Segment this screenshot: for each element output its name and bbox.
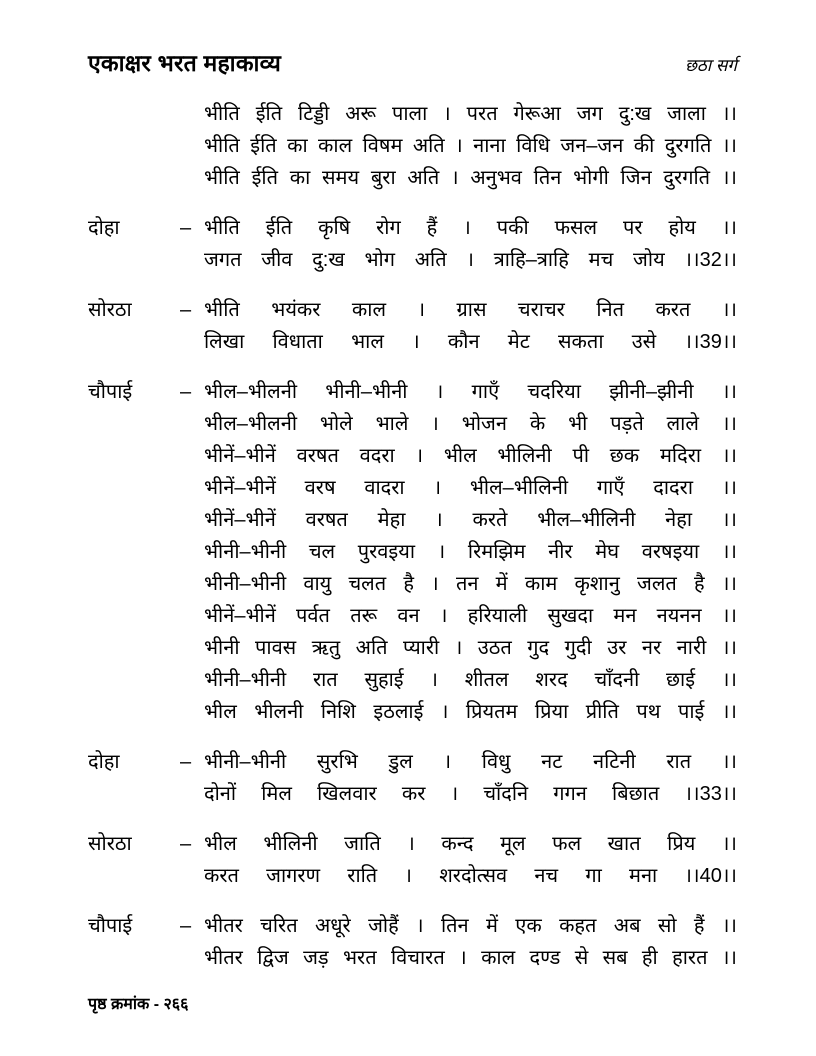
verse-line-text: भील–भीलनी भोले भाले । भोजन के भी पड़ते लाले ।।	[204, 413, 737, 435]
verse-line-text: भीनी–भीनी वायु चलत है । तन में काम कृशानु जलत है ।।	[204, 573, 737, 595]
dash-mark	[180, 98, 204, 130]
verse-line	[180, 408, 737, 440]
verse-line	[180, 504, 737, 536]
verse-line	[180, 778, 737, 810]
verse-line-text: भील भीलिनी जाति । कन्द मूल फल खात प्रिय ।।	[204, 833, 737, 855]
verse-line-text: भीति ईति का काल विषम अति । नाना विधि जन–जन की दुरगति ।।	[204, 135, 737, 157]
stanza-type-label: चौपाई	[88, 381, 133, 403]
verse-line	[180, 162, 737, 194]
verse-line	[180, 212, 737, 244]
stanza	[88, 212, 737, 276]
verse-line-text: भीनी–भीनी चल पुरवइया । रिमझिम नीर मेघ वरषइया ।।	[204, 541, 737, 563]
verse-line	[180, 536, 737, 568]
stanza	[88, 828, 737, 892]
dash-mark	[180, 600, 204, 632]
verse-line-text: दोनों मिल खिलवार कर । चाँदनि गगन बिछात ।।33।।	[204, 783, 737, 805]
verse-line-text: भीनें–भीनें पर्वत तरू वन । हरियाली सुखदा मन नयनन ।।	[204, 605, 737, 627]
stanza	[88, 294, 737, 358]
verse-line	[180, 828, 737, 860]
verse-line-text: भीतर द्विज जड़ भरत विचारत । काल दण्ड से सब ही हारत ।।	[204, 947, 737, 969]
verse-area	[88, 98, 737, 974]
verse-line-text: भीति ईति का समय बुरा अति । अनुभव तिन भोगी जिन दुरगति ।।	[204, 167, 737, 189]
verse-line	[180, 440, 737, 472]
stanza-type-label: चौपाई	[88, 915, 133, 937]
dash-mark	[180, 536, 204, 568]
verse-line	[180, 600, 737, 632]
verse-line-text: जगत जीव दु:ख भोग अति । त्राहि–त्राहि मच जोय ।।32।।	[204, 249, 737, 271]
verse-line	[180, 568, 737, 600]
stanza	[88, 98, 737, 194]
dash-mark	[180, 696, 204, 728]
verse-line	[180, 376, 737, 408]
verse-line	[180, 98, 737, 130]
verse-line-text: भीतर चरित अधूरे जोहैं । तिन में एक कहत अब सो हैं ।।	[204, 915, 737, 937]
verse-line-text: भीति ईति टिड्डी अरू पाला । परत गेरूआ जग दु:ख जाला ।।	[204, 103, 737, 125]
stanza-type-label	[88, 98, 180, 194]
stanza	[88, 376, 737, 728]
dash-mark	[180, 568, 204, 600]
stanza-type-label: सोरठा	[88, 833, 132, 855]
dash-mark	[180, 326, 204, 358]
page-header	[88, 46, 737, 78]
dash-mark	[180, 632, 204, 664]
dash-mark	[180, 130, 204, 162]
verse-line	[180, 472, 737, 504]
verse-line	[180, 696, 737, 728]
verse-line-text: भीति ईति कृषि रोग हैं । पकी फसल पर होय ।।	[204, 217, 737, 239]
verse-line-text: भीनी पावस ऋतु अति प्यारी । उठत गुद गुदी उर नर नारी ।।	[204, 637, 737, 659]
verse-line-text: भीनी–भीनी सुरभि डुल । विधु नट नटिनी रात ।।	[204, 751, 737, 773]
dash-mark: –	[180, 299, 192, 321]
dash-mark	[180, 244, 204, 276]
dash-mark	[180, 408, 204, 440]
verse-line	[180, 130, 737, 162]
verse-line	[180, 664, 737, 696]
page-number-label: पृष्ठ क्रमांक - २६६	[88, 996, 189, 1013]
dash-mark: –	[180, 381, 192, 403]
dash-mark: –	[180, 751, 192, 773]
dash-mark	[180, 778, 204, 810]
stanza-type-label: दोहा	[88, 751, 120, 773]
verse-line	[180, 326, 737, 358]
dash-mark	[180, 942, 204, 974]
verse-line-text: भील भीलनी निशि इठलाई । प्रियतम प्रिया प्रीति पथ पाई ।।	[204, 701, 737, 723]
verse-line	[180, 942, 737, 974]
dash-mark	[180, 472, 204, 504]
dash-mark	[180, 860, 204, 892]
stanza	[88, 746, 737, 810]
verse-line-text: भीनी–भीनी रात सुहाई । शीतल शरद चाँदनी छाई ।।	[204, 669, 737, 691]
verse-line-text: भीनें–भीनें वरषत वदरा । भील भीलिनी पी छक मदिरा ।।	[204, 445, 737, 467]
dash-mark	[180, 664, 204, 696]
dash-mark: –	[180, 915, 192, 937]
verse-line	[180, 632, 737, 664]
dash-mark	[180, 504, 204, 536]
dash-mark: –	[180, 833, 192, 855]
stanza	[88, 910, 737, 974]
verse-line-text: भील–भीलनी भीनी–भीनी । गाएँ चदरिया झीनी–झीनी ।।	[204, 381, 737, 403]
dash-mark	[180, 440, 204, 472]
chapter-name: छठा सर्ग	[685, 56, 737, 75]
verse-line	[180, 244, 737, 276]
dash-mark	[180, 162, 204, 194]
verse-line	[180, 910, 737, 942]
verse-line	[180, 746, 737, 778]
verse-line-text: भीनें–भीनें वरषत मेहा । करते भील–भीलिनी नेहा ।।	[204, 509, 737, 531]
stanza-type-label: दोहा	[88, 217, 120, 239]
verse-line-text: भीति भयंकर काल । ग्रास चराचर नित करत ।।	[204, 299, 737, 321]
dash-mark: –	[180, 217, 192, 239]
verse-line-text: भीनें–भीनें वरष वादरा । भील–भीलिनी गाएँ दादरा ।।	[204, 477, 737, 499]
verse-line-text: करत जागरण राति । शरदोत्सव नच गा मना ।।40।।	[204, 865, 737, 887]
verse-line	[180, 294, 737, 326]
verse-line-text: लिखा विधाता भाल । कौन मेट सकता उसे ।।39।।	[204, 331, 737, 353]
stanza-type-label: सोरठा	[88, 299, 132, 321]
verse-line	[180, 860, 737, 892]
book-title: एकाक्षर भरत महाकाव्य	[88, 50, 282, 76]
